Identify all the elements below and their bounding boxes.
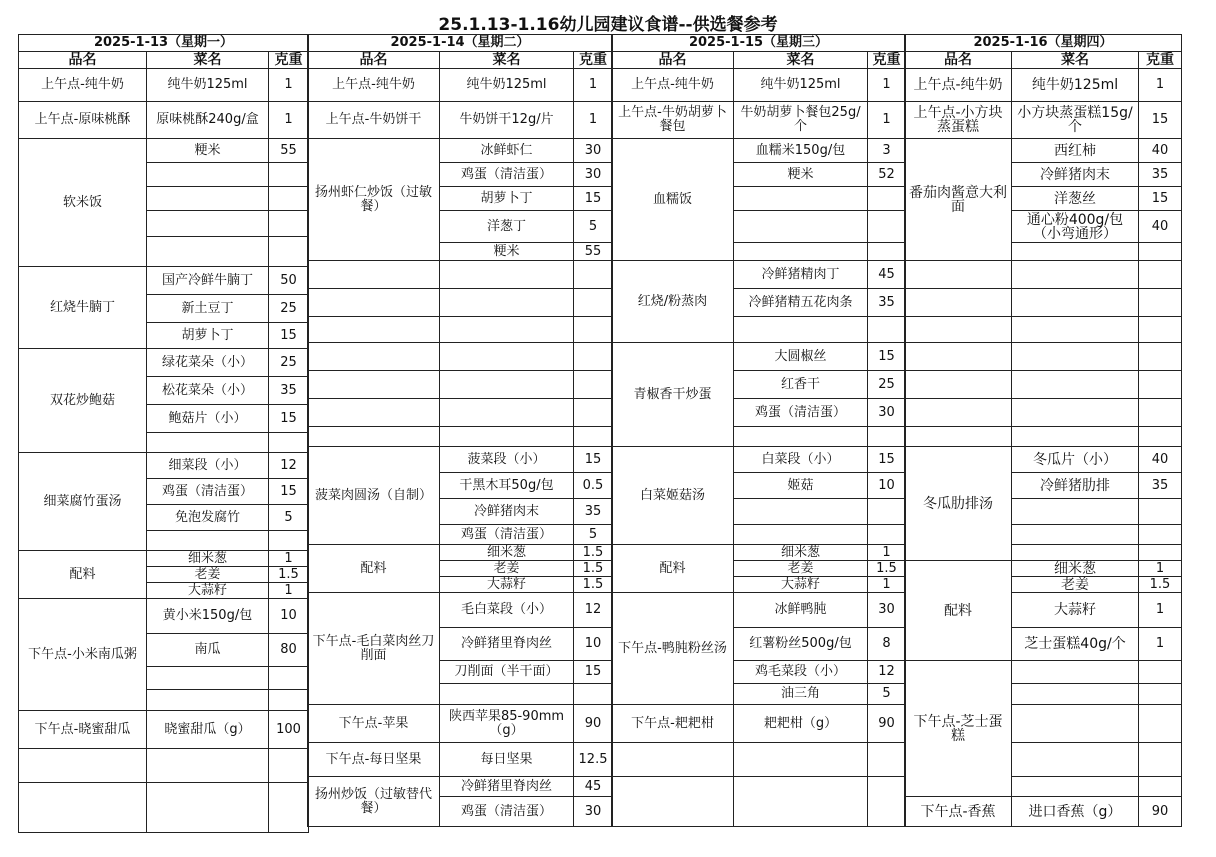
ingredient: 冷鲜猪精五花肉条 [734,289,868,317]
weight: 1 [868,545,906,561]
weight: 1 [574,69,613,102]
weight: 15 [574,447,613,473]
ingredient: 通心粉400g/包（小弯通形） [1012,211,1139,243]
weight: 5 [269,505,309,531]
weight: 1.5 [1139,577,1182,593]
ingredient: 细米葱 [147,551,269,567]
dish-name: 番茄肉酱意大利面 [905,139,1012,261]
ingredient: 鸡蛋（清洁蛋） [440,525,574,545]
weight: 40 [1139,447,1182,473]
col-header-ke: 克重 [1139,52,1182,69]
ingredient: 冬瓜片（小） [1012,447,1139,473]
weight: 1 [868,577,906,593]
dish-name: 配料 [612,545,734,593]
weight: 1 [574,102,613,139]
weight: 1.5 [574,561,613,577]
weight: 30 [574,163,613,187]
dish-name: 冬瓜肋排汤 [905,447,1012,561]
ingredient: 陕西苹果85-90mm（g） [440,705,574,743]
weight: 35 [868,289,906,317]
ingredient: 鸡蛋（清洁蛋） [440,797,574,827]
weight: 1 [269,102,309,139]
ingredient: 南瓜 [147,634,269,667]
ingredient: 冷鲜猪肉末 [440,499,574,525]
weight: 10 [868,473,906,499]
ingredient: 原味桃酥240g/盒 [147,102,269,139]
weight: 30 [868,593,906,628]
ingredient: 姬菇 [734,473,868,499]
ingredient: 菠菜段（小） [440,447,574,473]
ingredient: 大蒜籽 [1012,593,1139,628]
weight: 35 [574,499,613,525]
col-header-pin: 品名 [308,52,440,69]
weight: 55 [574,243,613,261]
ingredient: 大蒜籽 [734,577,868,593]
dish-name: 下午点-香蕉 [905,797,1012,827]
ingredient: 晓蜜甜瓜（g） [147,711,269,749]
weight: 1.5 [868,561,906,577]
dish-name: 白菜姬菇汤 [612,447,734,545]
weight: 5 [574,211,613,243]
ingredient: 绿花菜朵（小） [147,349,269,377]
ingredient: 新土豆丁 [147,295,269,323]
weight: 1 [868,102,906,139]
weight: 15 [269,479,309,505]
weight: 1 [269,583,309,599]
ingredient: 老姜 [147,567,269,583]
ingredient: 洋葱丝 [1012,187,1139,211]
dish-name: 扬州炒饭（过敏替代餐） [308,777,440,827]
weight: 1 [1139,628,1182,661]
day-date: 2025-1-15（星期三） [612,35,906,52]
day-table-monday [18,34,309,833]
col-header-cai: 菜名 [147,52,269,69]
dish-name: 上午点-纯牛奶 [308,69,440,102]
day-date: 2025-1-14（星期二） [308,35,613,52]
col-header-pin: 品名 [19,52,147,69]
weight: 1.5 [269,567,309,583]
dish-name: 下午点-鸭肫粉丝汤 [612,593,734,705]
weight: 40 [1139,211,1182,243]
col-header-ke: 克重 [574,52,613,69]
weight: 40 [1139,139,1182,163]
weight: 35 [1139,473,1182,499]
weight: 45 [868,261,906,289]
weight: 10 [269,599,309,634]
weight: 1 [1139,593,1182,628]
weight: 25 [269,295,309,323]
ingredient: 干黑木耳50g/包 [440,473,574,499]
ingredient: 松花菜朵（小） [147,377,269,405]
day-table-tuesday [307,34,613,827]
weight: 90 [1139,797,1182,827]
day-table-wednesday [611,34,906,827]
weight: 52 [868,163,906,187]
weight: 15 [269,323,309,349]
weight: 12.5 [574,743,613,777]
ingredient: 进口香蕉（g） [1012,797,1139,827]
ingredient: 大蒜籽 [440,577,574,593]
weight: 25 [269,349,309,377]
dish-name: 扬州虾仁炒饭（过敏餐） [308,139,440,261]
ingredient: 细米葱 [1012,561,1139,577]
ingredient: 老姜 [734,561,868,577]
weight: 15 [574,187,613,211]
weight: 15 [1139,102,1182,139]
ingredient: 冷鲜猪肋排 [1012,473,1139,499]
ingredient: 毛白菜段（小） [440,593,574,628]
ingredient: 鸡蛋（清洁蛋） [734,399,868,427]
weight: 25 [868,371,906,399]
ingredient: 耙耙柑（g） [734,705,868,743]
weight: 12 [269,453,309,479]
ingredient: 粳米 [734,163,868,187]
ingredient: 老姜 [1012,577,1139,593]
ingredient: 纯牛奶125ml [147,69,269,102]
dish-name: 下午点-毛白菜肉丝刀削面 [308,593,440,705]
ingredient: 冷鲜猪里脊肉丝 [440,628,574,661]
dish-name: 下午点-耙耙柑 [612,705,734,743]
ingredient: 老姜 [440,561,574,577]
ingredient: 牛奶胡萝卜餐包25g/个 [734,102,868,139]
dish-name: 上午点-牛奶饼干 [308,102,440,139]
dish-name: 下午点-晓蜜甜瓜 [19,711,147,749]
ingredient: 油三角 [734,684,868,705]
weight: 1 [1139,69,1182,102]
ingredient: 纯牛奶125ml [1012,69,1139,102]
dish-name: 红烧牛腩丁 [19,267,147,349]
dish-name: 青椒香干炒蛋 [612,343,734,447]
col-header-pin: 品名 [905,52,1012,69]
dish-name: 上午点-纯牛奶 [905,69,1012,102]
dish-name: 配料 [19,551,147,599]
weight: 1 [269,69,309,102]
col-header-cai: 菜名 [1012,52,1139,69]
weight: 15 [1139,187,1182,211]
ingredient: 刀削面（半干面） [440,661,574,684]
ingredient: 黄小米150g/包 [147,599,269,634]
dish-name: 上午点-纯牛奶 [19,69,147,102]
dish-name: 配料 [308,545,440,593]
col-header-ke: 克重 [269,52,309,69]
ingredient: 红香干 [734,371,868,399]
ingredient: 鸡蛋（清洁蛋） [147,479,269,505]
ingredient: 小方块蒸蛋糕15g/个 [1012,102,1139,139]
ingredient: 芝士蛋糕40g/个 [1012,628,1139,661]
weight: 15 [269,405,309,433]
ingredient: 胡萝卜丁 [147,323,269,349]
ingredient: 纯牛奶125ml [734,69,868,102]
weight: 1.5 [574,577,613,593]
ingredient: 国产冷鲜牛腩丁 [147,267,269,295]
dish-name: 双花炒鲍菇 [19,349,147,453]
dish-name: 菠菜肉圆汤（自制） [308,447,440,545]
ingredient: 血糯米150g/包 [734,139,868,163]
day-date: 2025-1-16（星期四） [905,35,1182,52]
ingredient: 牛奶饼干12g/片 [440,102,574,139]
ingredient: 细菜段（小） [147,453,269,479]
weight: 8 [868,628,906,661]
col-header-cai: 菜名 [440,52,574,69]
ingredient: 大圆椒丝 [734,343,868,371]
weight: 12 [868,661,906,684]
day-table-thursday [904,34,1182,827]
ingredient: 冷鲜猪精肉丁 [734,261,868,289]
weight: 10 [574,628,613,661]
weight: 15 [868,343,906,371]
ingredient: 大蒜籽 [147,583,269,599]
ingredient: 冰鲜鸭肫 [734,593,868,628]
weight: 55 [269,139,309,163]
col-header-pin: 品名 [612,52,734,69]
weight: 35 [1139,163,1182,187]
dish-name: 细菜腐竹蛋汤 [19,453,147,551]
ingredient: 纯牛奶125ml [440,69,574,102]
weight: 1.5 [574,545,613,561]
dish-name: 配料 [905,561,1012,661]
weight: 30 [574,139,613,163]
dish-name: 软米饭 [19,139,147,267]
weight: 45 [574,777,613,797]
weight: 100 [269,711,309,749]
ingredient: 鲍菇片（小） [147,405,269,433]
ingredient: 西红柿 [1012,139,1139,163]
ingredient: 粳米 [440,243,574,261]
weight: 5 [868,684,906,705]
ingredient: 冷鲜猪肉末 [1012,163,1139,187]
weight: 35 [269,377,309,405]
page-title: 25.1.13-1.16幼儿园建议食谱--供选餐参考 [438,15,778,35]
weight: 30 [868,399,906,427]
ingredient: 免泡发腐竹 [147,505,269,531]
weight: 50 [269,267,309,295]
dish-name: 上午点-牛奶胡萝卜餐包 [612,102,734,139]
ingredient: 粳米 [147,139,269,163]
weight: 90 [574,705,613,743]
col-header-cai: 菜名 [734,52,868,69]
ingredient: 每日坚果 [440,743,574,777]
weight: 15 [868,447,906,473]
weight: 5 [574,525,613,545]
dish-name: 红烧/粉蒸肉 [612,261,734,343]
dish-name: 下午点-每日坚果 [308,743,440,777]
weight: 0.5 [574,473,613,499]
weight: 3 [868,139,906,163]
ingredient: 细米葱 [734,545,868,561]
ingredient: 冰鲜虾仁 [440,139,574,163]
weight: 12 [574,593,613,628]
ingredient: 胡萝卜丁 [440,187,574,211]
dish-name: 血糯饭 [612,139,734,261]
ingredient: 细米葱 [440,545,574,561]
dish-name: 上午点-原味桃酥 [19,102,147,139]
weight: 1 [1139,561,1182,577]
ingredient: 冷鲜猪里脊肉丝 [440,777,574,797]
col-header-ke: 克重 [868,52,906,69]
weight: 1 [269,551,309,567]
dish-name: 下午点-芝士蛋糕 [905,661,1012,797]
weight: 90 [868,705,906,743]
dish-name: 下午点-小米南瓜粥 [19,599,147,711]
dish-name: 下午点-苹果 [308,705,440,743]
ingredient: 鸡蛋（清洁蛋） [440,163,574,187]
ingredient: 洋葱丁 [440,211,574,243]
ingredient: 红薯粉丝500g/包 [734,628,868,661]
weight: 1 [868,69,906,102]
ingredient: 白菜段（小） [734,447,868,473]
ingredient: 鸡毛菜段（小） [734,661,868,684]
dish-name: 上午点-纯牛奶 [612,69,734,102]
day-date: 2025-1-13（星期一） [19,35,309,52]
weight: 15 [574,661,613,684]
dish-name: 上午点-小方块蒸蛋糕 [905,102,1012,139]
weight: 80 [269,634,309,667]
weight: 30 [574,797,613,827]
